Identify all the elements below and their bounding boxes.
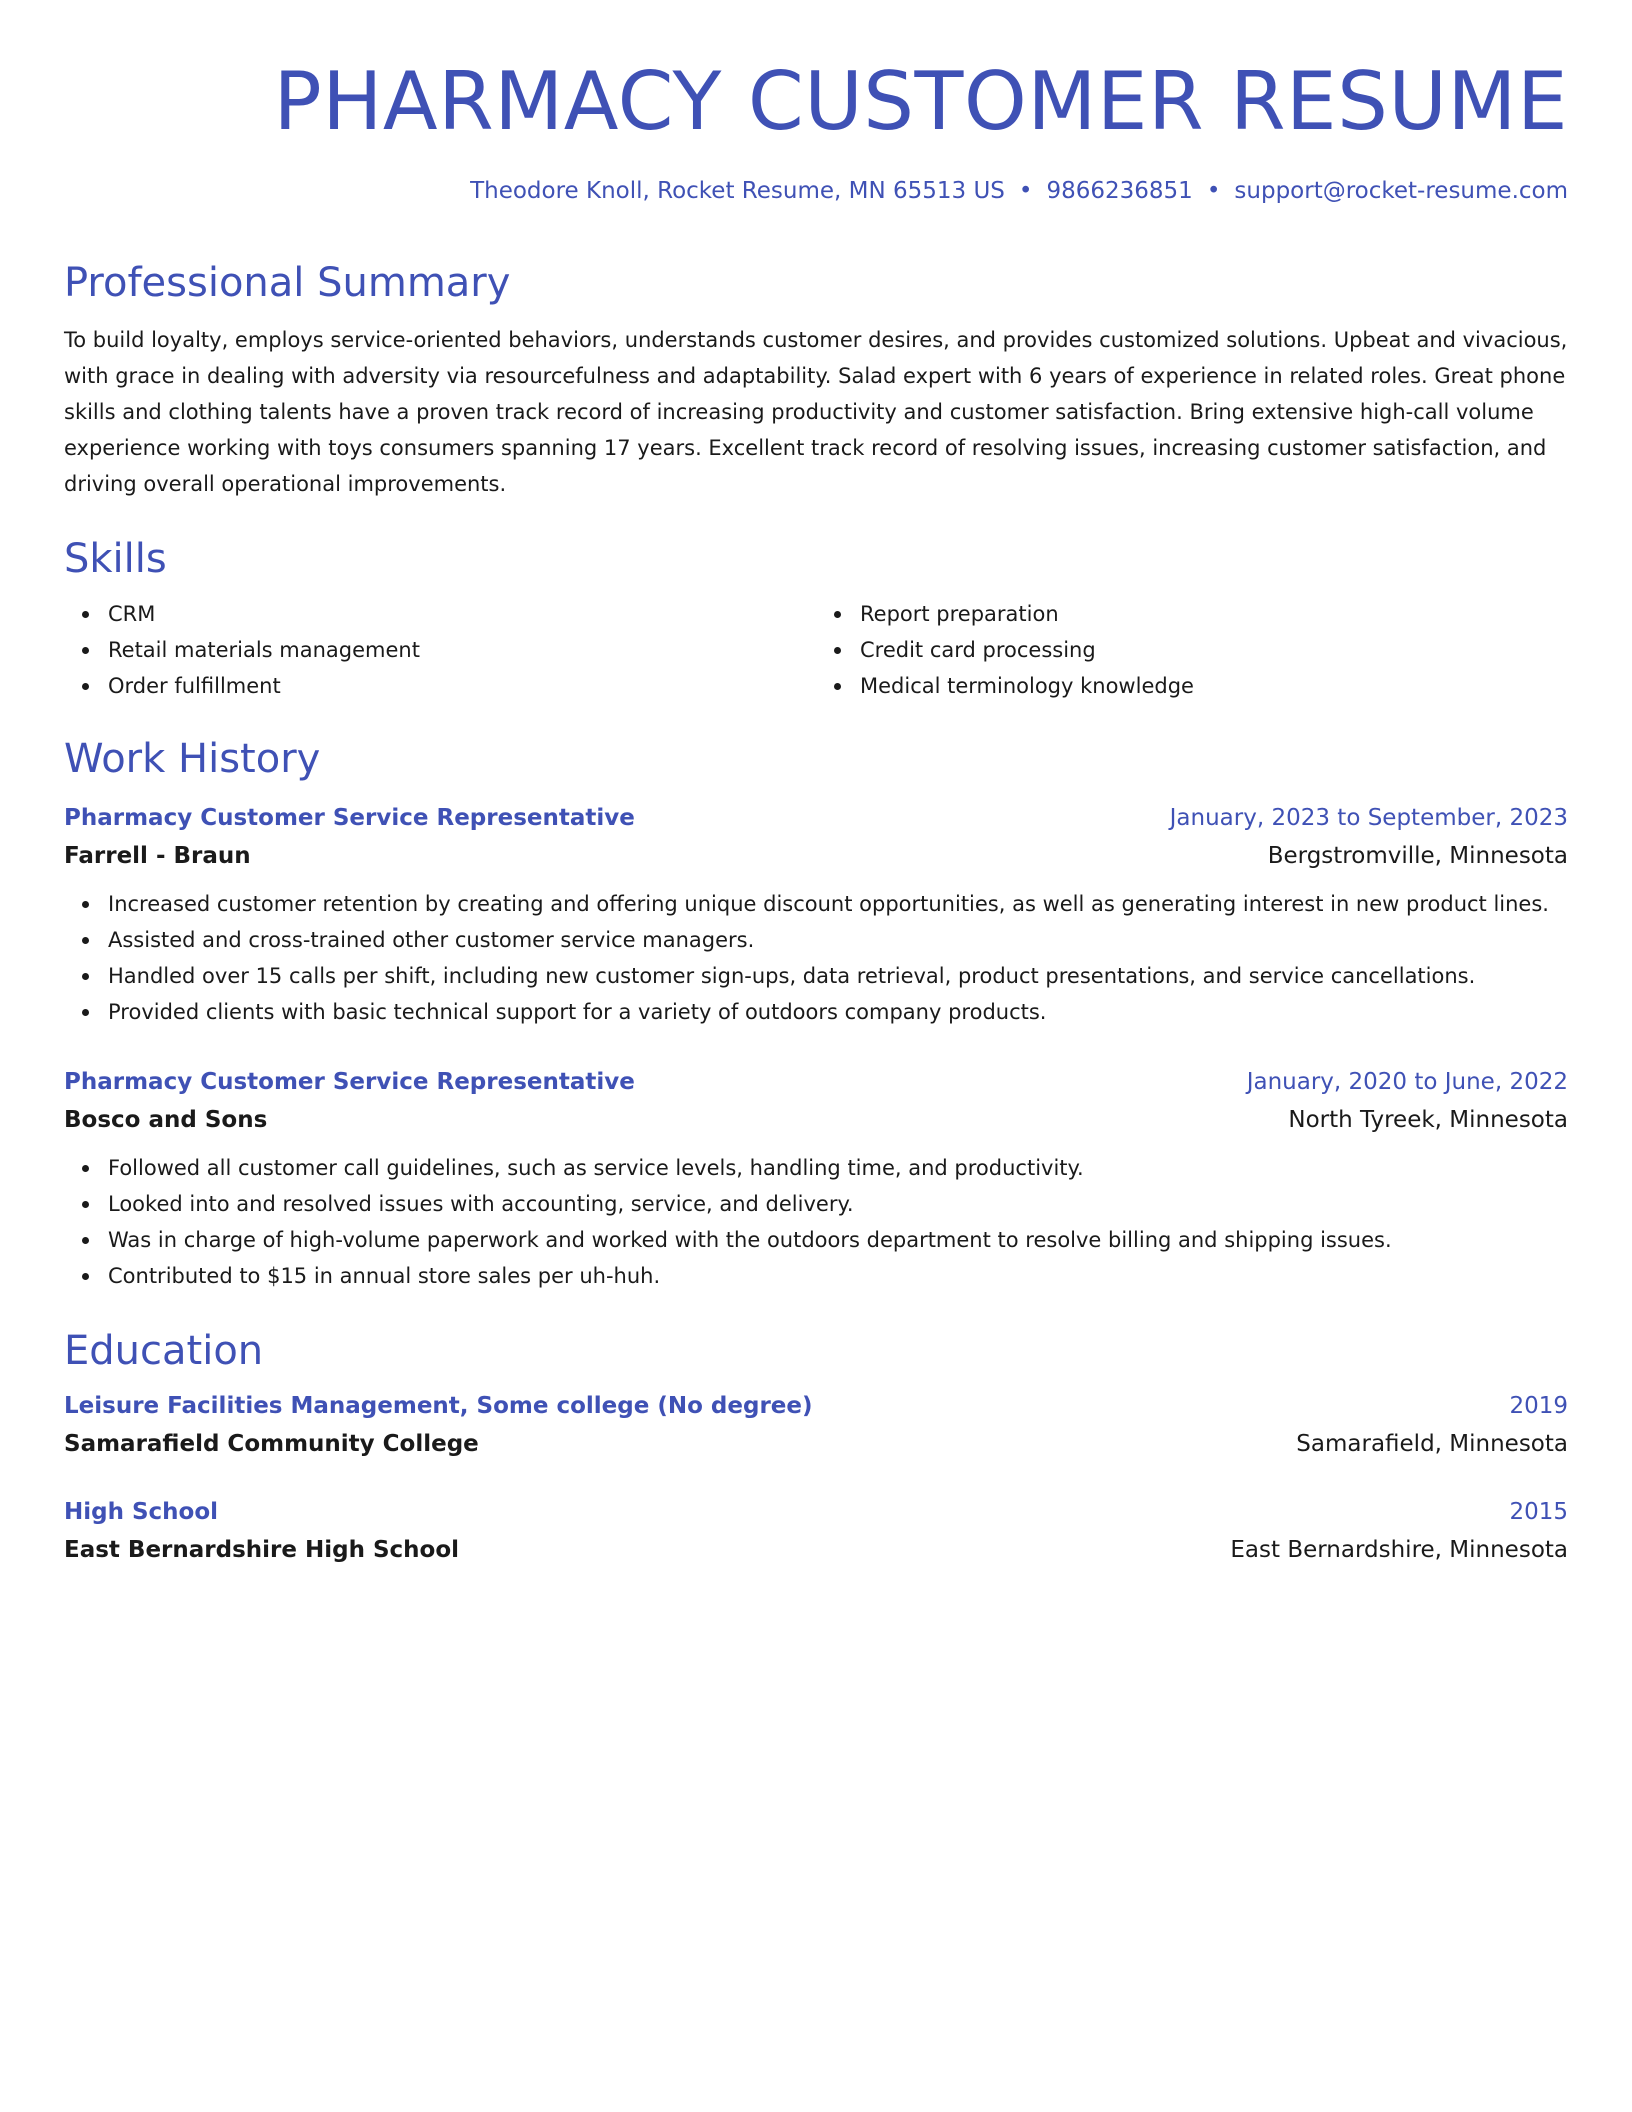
- education-school-row: [64, 1424, 1568, 1464]
- resume-title: PHARMACY CUSTOMER RESUME: [273, 55, 1568, 148]
- job-title: Pharmacy Customer Service Representative: [64, 805, 635, 831]
- job-company: Farrell - Braun: [64, 843, 251, 869]
- education-year: 2015: [1509, 1499, 1568, 1525]
- education-location: East Bernardshire, Minnesota: [1230, 1537, 1568, 1563]
- education-header-row: [64, 1494, 1568, 1530]
- contact-separator: •: [1206, 178, 1221, 204]
- job-bullet: Handled over 15 calls per shift, including new customer sign-ups, data retrieval, product presentations, and service cancellations.: [108, 958, 1568, 994]
- contact-line: [64, 176, 1568, 206]
- skill-item: Order fulfillment: [108, 668, 816, 704]
- job-bullets: [64, 1150, 1568, 1294]
- contact-phone: 9866236851: [1046, 178, 1193, 204]
- education-school-row: [64, 1530, 1568, 1570]
- skill-item: CRM: [108, 596, 816, 632]
- job-bullet: Contributed to $15 in annual store sales per uh-huh.: [108, 1258, 1568, 1294]
- job-title: Pharmacy Customer Service Representative: [64, 1069, 635, 1095]
- skill-item: Credit card processing: [860, 632, 1568, 668]
- skill-item: Retail materials management: [108, 632, 816, 668]
- job-dates: January, 2023 to September, 2023: [1169, 805, 1568, 831]
- job-bullet: Assisted and cross-trained other customer service managers.: [108, 922, 1568, 958]
- section-heading-summary: Professional Summary: [64, 260, 511, 306]
- education-header-row: [64, 1388, 1568, 1424]
- job-bullet: Was in charge of high-volume paperwork and worked with the outdoors department to resolve billing and shipping issues.: [108, 1222, 1568, 1258]
- job-company-row: [64, 836, 1568, 876]
- job-company: Bosco and Sons: [64, 1107, 268, 1133]
- education-section: [64, 1324, 1568, 1570]
- section-heading-skills: Skills: [64, 536, 167, 582]
- job-dates: January, 2020 to June, 2022: [1246, 1069, 1568, 1095]
- skills-grid: [64, 596, 1568, 704]
- contact-address: Theodore Knoll, Rocket Resume, MN 65513 US: [470, 178, 1005, 204]
- job-location: North Tyreek, Minnesota: [1288, 1107, 1568, 1133]
- job-bullet: Provided clients with basic technical support for a variety of outdoors company products.: [108, 994, 1568, 1030]
- skill-item: Report preparation: [860, 596, 1568, 632]
- job-bullets: [64, 886, 1568, 1030]
- skills-column-left: [64, 596, 816, 704]
- work-history-section: [64, 732, 1568, 1294]
- job-bullet: Looked into and resolved issues with accounting, service, and delivery.: [108, 1186, 1568, 1222]
- skills-section: [64, 532, 1568, 704]
- education-year: 2019: [1509, 1393, 1568, 1419]
- education-school: Samarafield Community College: [64, 1431, 479, 1457]
- job-bullet: Increased customer retention by creating and offering unique discount opportunities, as well as generating interest in new product lines.: [108, 886, 1568, 922]
- job-bullet: Followed all customer call guidelines, such as service levels, handling time, and productivity.: [108, 1150, 1568, 1186]
- section-heading-education: Education: [64, 1328, 264, 1374]
- education-entry: [64, 1494, 1568, 1570]
- section-heading-work: Work History: [64, 736, 321, 782]
- skill-item: Medical terminology knowledge: [860, 668, 1568, 704]
- summary-text: To build loyalty, employs service-oriented behaviors, understands customer desires, and provides customized solutions. Upbeat and vivacious, with grace in dealing with adversity via resourcefulness and adaptability. Salad expert with 6 years of experience in related roles. Great phone skills and clothing talents have a proven track record of increasing productivity and customer satisfaction. Bring extensive high-call volume experience working with toys consumers spanning 17 years. Excellent track record of resolving issues, increasing customer satisfaction, and driving overall operational improvements.: [64, 328, 1568, 496]
- contact-email: support@rocket-resume.com: [1234, 178, 1568, 204]
- job-header-row: [64, 1064, 1568, 1100]
- job-entry: [64, 1064, 1568, 1294]
- education-degree: High School: [64, 1499, 219, 1525]
- professional-summary-section: [64, 256, 1568, 502]
- job-header-row: [64, 800, 1568, 836]
- skills-column-right: [816, 596, 1568, 704]
- education-school: East Bernardshire High School: [64, 1537, 460, 1563]
- contact-separator: •: [1018, 178, 1033, 204]
- education-entry: [64, 1388, 1568, 1464]
- education-degree: Leisure Facilities Management, Some college (No degree): [64, 1393, 813, 1419]
- job-entry: [64, 800, 1568, 1030]
- job-company-row: [64, 1100, 1568, 1140]
- job-location: Bergstromville, Minnesota: [1267, 843, 1568, 869]
- education-location: Samarafield, Minnesota: [1296, 1431, 1568, 1457]
